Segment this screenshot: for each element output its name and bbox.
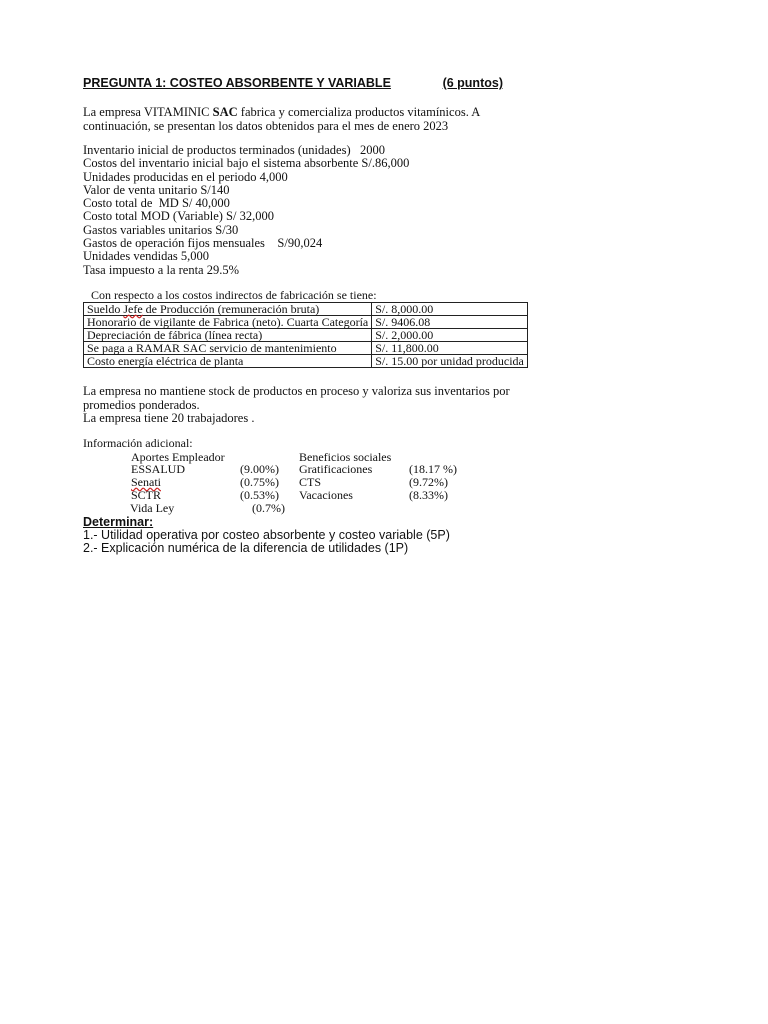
table-cell-value: S/. 9406.08 [372,316,528,329]
benefit-item-name: Gratificaciones [299,462,373,476]
cif-table [83,302,528,368]
employer-item-rate: (0.53%) [240,488,279,502]
cif-intro: Con respecto a los costos indirectos de fabricación se tiene: [91,288,377,302]
employer-item-rate: (9.00%) [240,462,279,476]
table-cell-label [84,303,372,316]
note-line: La empresa tiene 20 trabajadores . [83,411,255,425]
notes-paragraph [83,385,523,426]
data-item: Valor de venta unitario S/140 [83,182,230,197]
determinar-item: 2.- Explicación numérica de la diferencia de utilidades (1P) [83,541,409,555]
employer-item-name: Vida Ley [130,501,175,515]
determinar-label: Determinar: [83,515,154,529]
determinar-section [83,516,450,555]
table-cell-value: S/. 15.00 por unidad producida [372,355,528,368]
cif-label-part: Sueldo [87,302,124,316]
spellcheck-word: Jefe [123,302,143,316]
table-cell-label: Honorario de vigilante de Fabrica (neto). Cuarta Categoría [84,316,372,329]
benefit-item-rate: (18.17 %) [409,462,457,476]
data-item: Unidades vendidas 5,000 [83,249,210,264]
data-list [83,144,409,277]
employer-item-name: Senati [131,475,161,489]
table-row [84,316,528,329]
table-cell-label: Depreciación de fábrica (línea recta) [84,329,372,342]
benefit-item-name: Vacaciones [299,488,353,502]
data-item: Inventario inicial de productos terminados (unidades) 2000 [83,143,386,157]
intro-suffix: fabrica y comercializa productos vitamínicos. A continuación, se presentan los datos obtenidos para el mes de enero 2023 [83,105,480,133]
data-item: Costos del inventario inicial bajo el sistema absorbente S/.86,000 [83,156,410,171]
employer-item-name: SCTR [131,488,162,502]
intro-company-bold: SAC [212,105,238,119]
benefit-item-rate: (9.72%) [409,475,448,489]
table-cell-label: Se paga a RAMAR SAC servicio de mantenimiento [84,342,372,355]
additional-info-title: Información adicional: [83,436,193,450]
table-cell-value: S/. 11,800.00 [372,342,528,355]
data-item: Unidades producidas en el periodo 4,000 [83,169,288,184]
question-header [83,76,503,92]
benefit-item-rate: (8.33%) [409,488,448,502]
question-points: (6 puntos) [442,76,503,90]
table-row [84,329,528,342]
benefit-item-name: CTS [299,475,322,489]
table-row [84,342,528,355]
employer-header: Aportes Empleador [131,450,225,464]
intro-prefix: La empresa VITAMINIC [83,105,213,119]
question-title: PREGUNTA 1: COSTEO ABSORBENTE Y VARIABLE [83,76,391,90]
table-cell-value: S/. 8,000.00 [372,303,528,316]
data-item: Costo total MOD (Variable) S/ 32,000 [83,209,274,224]
intro-paragraph [83,105,523,133]
data-item: Gastos de operación fijos mensuales S/90,024 [83,236,323,251]
employer-item-name: ESSALUD [131,462,186,476]
table-row [84,303,528,316]
table-cell-value: S/. 2,000.00 [372,329,528,342]
table-cell-label: Costo energía eléctrica de planta [84,355,372,368]
benefits-header: Beneficios sociales [299,450,392,464]
data-item: Gastos variables unitarios S/30 [83,222,239,237]
data-item: Tasa impuesto a la renta 29.5% [83,262,240,277]
cif-label-part: de Producción (remuneración bruta) [142,302,320,316]
data-item: Costo total de MD S/ 40,000 [83,196,230,211]
table-row [84,355,528,368]
employer-item-rate: (0.7%) [252,501,285,515]
employer-item-rate: (0.75%) [240,475,279,489]
note-line: La empresa no mantiene stock de productos en proceso y valoriza sus inventarios por promedios ponderados. [83,384,510,412]
determinar-item: 1.- Utilidad operativa por costeo absorbente y costeo variable (5P) [83,528,450,542]
